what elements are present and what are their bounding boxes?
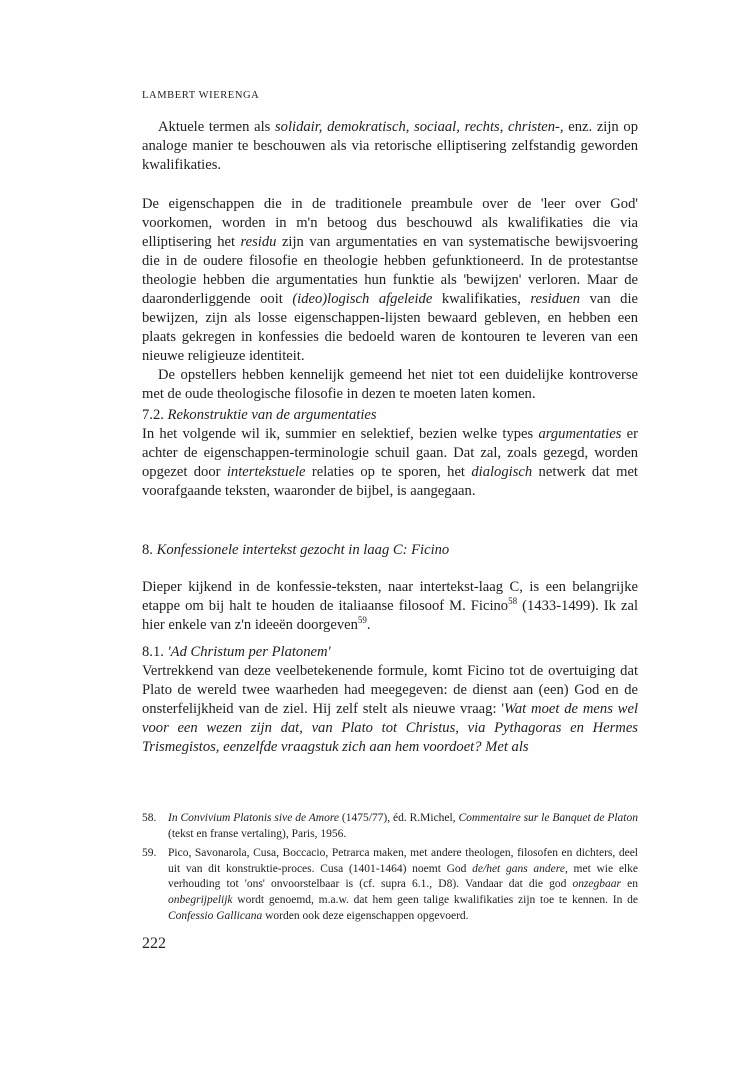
section-heading-8-1: 8.1. 'Ad Christum per Platonem' <box>142 644 331 660</box>
footnotes <box>142 811 638 924</box>
section-8-1: 8.1. 'Ad Christum per Platonem' Vertrekkend van deze veelbetekenende formule, komt Ficino tot de overtuiging dat Plato de wereld twee waarheden had meegegeven: de dienst aan (een) God en de onsterfelijkheid van de ziel. Hij zelf stelt als nieuwe vraag: 'Wat moet de mens wel voor een wezen zijn dat, van Plato tot Christus, via Pythagoras en Hermes Trismegistos, eenzelfde vraagstuk zich aan hem voordoet? Met als <box>142 644 638 755</box>
paragraph-2: De eigenschappen die in de traditionele preambule over de 'leer over God' voorkomen, worden in m'n betoog dus beschouwd als kwalifikaties die via elliptisering het residu zijn van argumentaties en van systematische bewijsvoering die in de oudere filosofie en theologie hebben gefunktioneerd. In de protestantse theologie hebben die argumentaties hun funktie als 'bewijzen' verloren. Maar de daaronderliggende ooit (ideo)logisch afgeleide kwalifikaties, residuen van die bewijzen, zijn als losse eigenschappen-lijsten bewaard gebleven, en hebben een plaats gekregen in konfessies die bedoeld waren de kontouren te leveren van een nieuwe religieuze identiteit. De opstellers hebben kennelijk gemeend het niet tot een duidelijke kontroverse met de oude theologische filosofie in dezen te moeten laten komen. <box>142 196 638 402</box>
section-heading-8: 8. Konfessionele intertekst gezocht in laag C: Ficino <box>142 542 450 558</box>
text: Aktuele termen als <box>158 119 275 135</box>
footnote-58: 58. In Convivium Platonis sive de Amore (1475/77), éd. R.Michel, Commentaire sur le Banquet de Platon (tekst en franse vertaling), Paris, 1956. <box>142 812 638 840</box>
section-7-2: 7.2. Rekonstruktie van de argumentaties In het volgende wil ik, summier en selektief, bezien welke types argumentaties er achter de eigenschappen-terminologie schuil gaan. Dat zal, zoals gezegd, worden opgezet door intertekstuele relaties op te sporen, het dialogisch netwerk dat met voorafgaande teksten, waaronder de bijbel, is aangegaan. <box>142 407 638 499</box>
footnote-ref-58[interactable]: 58 <box>508 596 518 607</box>
paragraph-1 <box>142 118 638 175</box>
running-header: LAMBERT WIERENGA <box>142 90 260 101</box>
italic-text: solidair, demokratisch, sociaal, rechts, christen-, <box>274 119 564 135</box>
text: enz. zijn op analoge manier te beschouwen als via retorische elliptisering zelfstandig geworden kwalifikaties. <box>142 119 638 173</box>
page-number: 222 <box>142 935 166 952</box>
section-heading-7-2: 7.2. Rekonstruktie van de argumentaties <box>142 407 377 423</box>
footnote-59: 59. Pico, Savonarola, Cusa, Boccacio, Petrarca maken, met andere theologen, filosofen en dichters, deel uit van dit konstruktie-proces. Cusa (1401-1464) noemt God de/het gans andere, met wie elke verhouding tot 'ons' onvoorstelbaar is (cf. supra 6.1., D8). Vandaar dat die god onzegbaar en onbegrijpelijk wordt genoemd, m.a.w. dat hem geen talige kwalifikaties zijn toe te kennen. In de Confessio Gallicana worden ook deze eigenschappen opgevoerd. <box>142 847 638 922</box>
paragraph-8: Dieper kijkend in de konfessie-teksten, naar intertekst-laag C, is een belangrijke etappe om bij halt te houden de italiaanse filosoof M. Ficino$^{58}$ (1433-1499). Ik zal hier enkele van z'n ideeën doorgeven$^{59}$. <box>142 579 638 633</box>
section-8 <box>142 541 638 560</box>
footnote-ref-59[interactable]: 59 <box>357 615 367 626</box>
paragraph-3: De opstellers hebben kennelijk gemeend het niet tot een duidelijke kontroverse met de oude theologische filosofie in dezen te moeten laten komen. <box>142 367 638 402</box>
